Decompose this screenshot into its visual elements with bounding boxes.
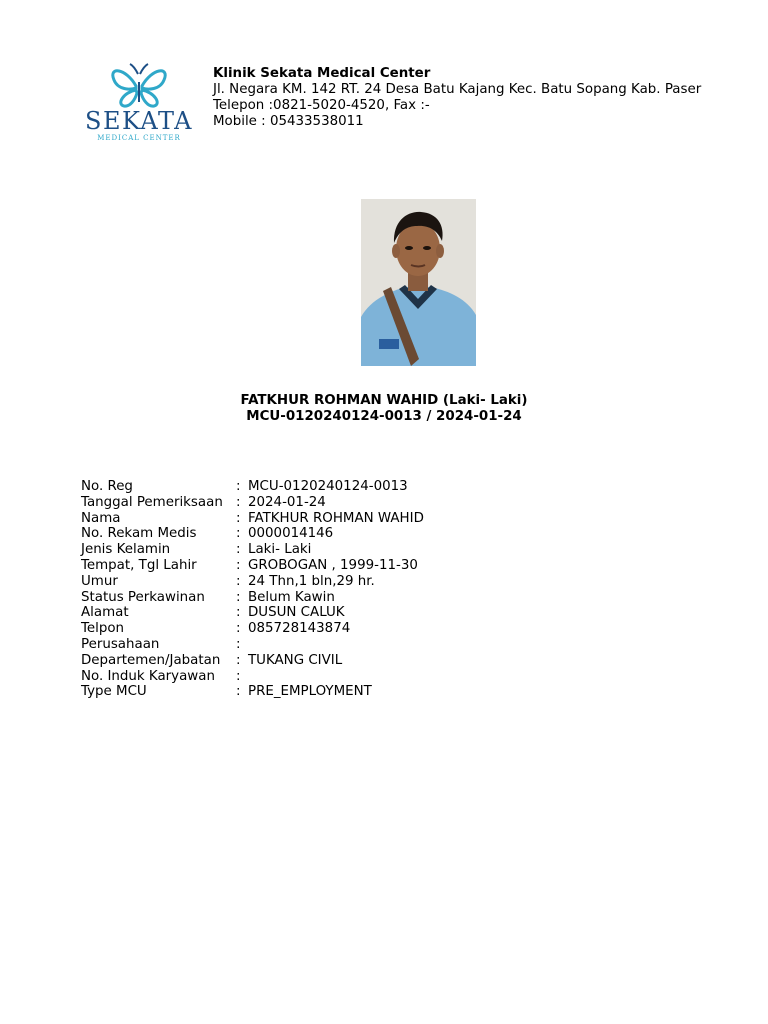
- detail-value: Belum Kawin: [248, 589, 335, 605]
- detail-colon: :: [236, 684, 241, 700]
- detail-row: [81, 495, 424, 511]
- detail-label: Jenis Kelamin: [81, 542, 171, 558]
- detail-label: Telpon: [81, 621, 125, 637]
- detail-label: Tempat, Tgl Lahir: [81, 557, 197, 573]
- detail-colon: :: [236, 573, 241, 589]
- detail-row: [81, 637, 424, 653]
- logo-text: SEKATA: [85, 107, 193, 135]
- detail-label: Umur: [81, 573, 118, 589]
- clinic-name: Klinik Sekata Medical Center: [213, 66, 431, 81]
- detail-colon: :: [236, 494, 241, 510]
- detail-row: [81, 684, 424, 700]
- detail-colon: :: [236, 621, 241, 637]
- detail-colon: :: [236, 510, 241, 526]
- detail-row: [81, 511, 424, 527]
- detail-row: [81, 669, 424, 685]
- clinic-phone: Telepon :0821-5020-4520, Fax :-: [213, 98, 430, 113]
- logo-subtext: MEDICAL CENTER: [97, 134, 181, 142]
- clinic-mobile: Mobile : 05433538011: [213, 114, 364, 129]
- detail-value: 24 Thn,1 bln,29 hr.: [248, 573, 375, 589]
- patient-title: [0, 393, 768, 425]
- detail-label: Perusahaan: [81, 636, 160, 652]
- detail-colon: :: [236, 542, 241, 558]
- detail-colon: :: [236, 479, 241, 494]
- mcu-line: MCU-0120240124-0013 / 2024-01-24: [246, 409, 522, 424]
- detail-row: [81, 526, 424, 542]
- detail-value: FATKHUR ROHMAN WAHID: [248, 510, 424, 526]
- clinic-address: Jl. Negara KM. 142 RT. 24 Desa Batu Kajang Kec. Batu Sopang Kab. Paser: [213, 82, 702, 97]
- detail-row: [81, 542, 424, 558]
- detail-value: 0000014146: [248, 526, 334, 542]
- detail-row: [81, 558, 424, 574]
- detail-colon: :: [236, 652, 241, 668]
- detail-label: No. Rekam Medis: [81, 526, 197, 542]
- detail-row: [81, 621, 424, 637]
- patient-photo: [361, 199, 476, 366]
- detail-label: Departemen/Jabatan: [81, 652, 221, 668]
- detail-label: Type MCU: [81, 684, 147, 700]
- detail-value: MCU-0120240124-0013: [248, 479, 408, 494]
- detail-label: No. Reg: [81, 479, 133, 494]
- detail-colon: :: [236, 589, 241, 605]
- detail-colon: :: [236, 668, 241, 684]
- patient-name-line: FATKHUR ROHMAN WAHID (Laki- Laki): [240, 393, 528, 408]
- detail-label: Tanggal Pemeriksaan: [81, 494, 223, 510]
- detail-value: 085728143874: [248, 621, 351, 637]
- detail-row: [81, 479, 424, 495]
- detail-value: DUSUN CALUK: [248, 605, 345, 621]
- detail-colon: :: [236, 526, 241, 542]
- detail-value: TUKANG CIVIL: [248, 652, 343, 668]
- detail-label: Alamat: [81, 605, 129, 621]
- detail-label: No. Induk Karyawan: [81, 668, 215, 684]
- detail-value: 2024-01-24: [248, 494, 326, 510]
- patient-details: [81, 479, 424, 700]
- detail-label: Status Perkawinan: [81, 589, 205, 605]
- detail-colon: :: [236, 605, 241, 621]
- detail-value: PRE_EMPLOYMENT: [248, 684, 372, 700]
- detail-label: Nama: [81, 510, 121, 526]
- clinic-info: [213, 66, 701, 130]
- clinic-logo: [78, 60, 200, 144]
- detail-row: [81, 574, 424, 590]
- detail-colon: :: [236, 557, 241, 573]
- detail-row: [81, 653, 424, 669]
- butterfly-logo-icon: [78, 60, 200, 144]
- detail-row: [81, 590, 424, 606]
- detail-row: [81, 605, 424, 621]
- detail-value: GROBOGAN , 1999-11-30: [248, 557, 418, 573]
- detail-colon: :: [236, 636, 241, 652]
- detail-value: Laki- Laki: [248, 542, 312, 558]
